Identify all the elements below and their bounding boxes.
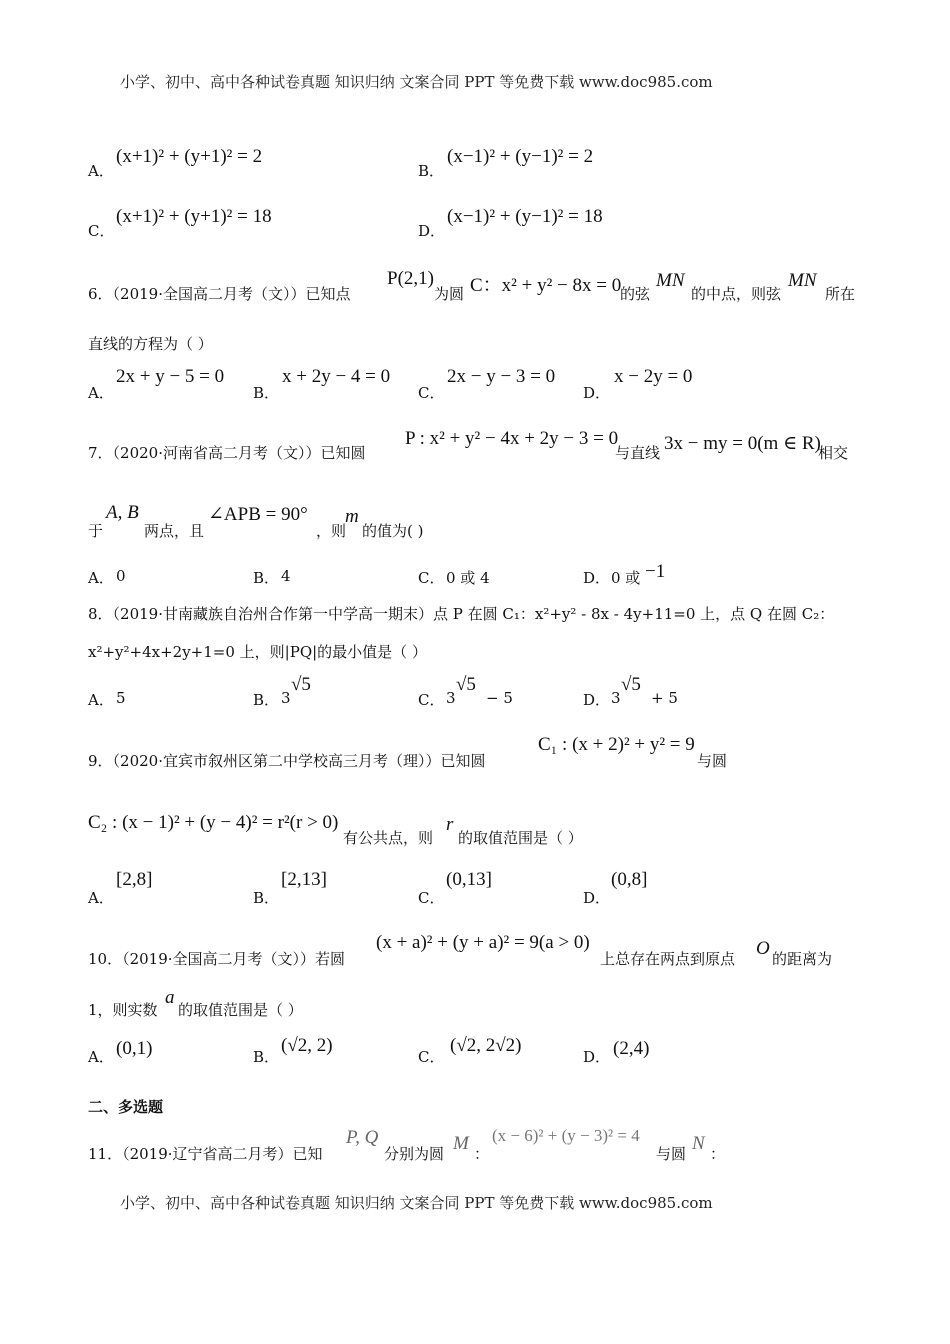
q7-option-d-value: −1	[645, 561, 666, 582]
q9-option-a-label: A．	[88, 889, 114, 907]
q6-point: P(2,1)	[387, 268, 434, 289]
q6-text-c: 的弦	[620, 285, 651, 303]
q6-option-b: x + 2y − 4 = 0	[282, 366, 391, 387]
q5-option-d-label: D．	[418, 222, 446, 240]
q8-option-a-label: A．	[88, 691, 114, 709]
q8-option-b-root: √5	[291, 674, 311, 695]
q8-option-c-label: C．	[418, 691, 445, 709]
q9-option-a: [2,8]	[116, 869, 153, 890]
q10-option-a: (0,1)	[116, 1038, 153, 1059]
q6-chord: MN	[656, 270, 685, 291]
q11-text-c: ：	[474, 1145, 490, 1163]
q6-text-b: 为圆	[434, 285, 465, 303]
q6-option-c-label: C．	[418, 384, 445, 402]
q10-circle: (x + a)² + (y + a)² = 9(a > 0)	[376, 932, 590, 953]
q6-option-a-label: A．	[88, 384, 114, 402]
q10-origin: O	[756, 938, 770, 959]
q5-option-b-label: B．	[418, 162, 445, 180]
q10-var-a: a	[165, 987, 175, 1008]
q9-text-c: 有公共点，则	[343, 829, 434, 847]
q11-text-d: 与圆	[656, 1145, 687, 1163]
q9-var-r: r	[446, 814, 454, 835]
q7-line: 3x − my = 0(m ∈ R)	[664, 433, 821, 454]
q11-text-b: 分别为圆	[384, 1145, 445, 1163]
q10-option-b-label: B．	[253, 1048, 280, 1066]
q10-text-a: 10．（2019·全国高二月考（文））若圆	[88, 950, 346, 968]
q11-text-e: ：	[710, 1145, 726, 1163]
q8-option-a: 5	[116, 689, 126, 707]
q7-text-d: 于	[88, 522, 104, 540]
q5-option-a: (x+1)² + (y+1)² = 2	[116, 146, 263, 167]
q10-text-c: 的距离为	[772, 950, 833, 968]
q7-circle: P : x² + y² − 4x + 2y − 3 = 0	[405, 428, 619, 449]
q7-option-a-label: A．	[88, 569, 114, 587]
q6-option-c: 2x − y − 3 = 0	[447, 366, 556, 387]
q5-option-d: (x−1)² + (y−1)² = 18	[447, 206, 603, 227]
q8-option-d-coef: 3	[611, 689, 621, 707]
q7-option-c-label: C．	[418, 569, 445, 587]
q7-option-b-label: B．	[253, 569, 280, 587]
q7-text-f: ，则	[316, 522, 347, 540]
q9-text-b: 与圆	[697, 752, 728, 770]
q7-option-b: 4	[281, 567, 291, 585]
q11-text-a: 11．（2019·辽宁省高二月考）已知	[88, 1145, 323, 1163]
q10-text-b: 上总存在两点到原点	[600, 950, 736, 968]
q8-line-2: x²+y²+4x+2y+1=0 上，则|PQ|的最小值是（ ）	[88, 643, 427, 661]
q7-option-d-label: D．	[583, 569, 611, 587]
q6-text-line2: 直线的方程为（ ）	[88, 335, 213, 353]
q7-text-b: 与直线	[615, 444, 661, 462]
q8-option-b-coef: 3	[281, 689, 291, 707]
q8-line-1: 8．（2019·甘南藏族自治州合作第一中学高一期末）点 P 在圆 C₁：x²+y² - 8x - 4y+11=0 上，点 Q 在圆 C₂：	[88, 605, 835, 623]
q6-option-b-label: B．	[253, 384, 280, 402]
q11-points: P, Q	[346, 1127, 379, 1148]
q6-text-a: 6．（2019·全国高二月考（文））已知点	[88, 285, 351, 303]
q8-option-c-rest: − 5	[486, 689, 513, 707]
q7-text-e: 两点，且	[144, 522, 205, 540]
q5-option-a-label: A．	[88, 162, 114, 180]
q7-angle: ∠APB = 90°	[208, 504, 308, 525]
q8-option-d-rest: + 5	[651, 689, 678, 707]
q9-text-d: 的取值范围是（ ）	[458, 829, 583, 847]
q10-option-d-label: D．	[583, 1048, 611, 1066]
q6-option-d-label: D．	[583, 384, 611, 402]
q5-option-c-label: C．	[88, 222, 115, 240]
q8-option-c-root: √5	[456, 674, 476, 695]
q9-option-d: (0,8]	[611, 869, 648, 890]
q10-option-c-label: C．	[418, 1048, 445, 1066]
section-title-multiple-choice: 二、多选题	[88, 1098, 164, 1116]
page-header: 小学、初中、高中各种试卷真题 知识归纳 文案合同 PPT 等免费下载 www.doc985.com	[120, 73, 713, 91]
q8-option-c-coef: 3	[446, 689, 456, 707]
q10-option-c: (√2, 2√2)	[450, 1035, 522, 1056]
q9-option-c: (0,13]	[446, 869, 492, 890]
q7-text-g: 的值为( )	[362, 522, 424, 540]
q7-points: A, B	[106, 502, 139, 523]
q7-option-a: 0	[116, 567, 126, 585]
q8-option-b-label: B．	[253, 691, 280, 709]
q9-option-b-label: B．	[253, 889, 280, 907]
q6-option-a: 2x + y − 5 = 0	[116, 366, 225, 387]
q7-text-c: 相交	[818, 444, 849, 462]
q10-text-e: 的取值范围是（ ）	[178, 1001, 303, 1019]
q6-text-e: 所在	[825, 285, 856, 303]
q9-option-b: [2,13]	[281, 869, 327, 890]
q10-option-d: (2,4)	[613, 1038, 650, 1059]
q6-option-d: x − 2y = 0	[614, 366, 693, 387]
q6-chord-2: MN	[788, 270, 817, 291]
q5-option-c: (x+1)² + (y+1)² = 18	[116, 206, 272, 227]
q8-option-d-label: D．	[583, 691, 611, 709]
q10-option-b: (√2, 2)	[281, 1035, 333, 1056]
q7-var-m: m	[345, 506, 359, 527]
q6-circle: C：x² + y² − 8x = 0	[470, 275, 622, 296]
q5-option-b: (x−1)² + (y−1)² = 2	[447, 146, 594, 167]
q11-circle-n: N	[692, 1133, 705, 1154]
q10-option-a-label: A．	[88, 1048, 114, 1066]
q7-option-c: 0 或 4	[446, 569, 490, 587]
q7-text-a: 7．（2020·河南省高二月考（文））已知圆	[88, 444, 366, 462]
q7-option-d: 0 或	[611, 569, 641, 587]
q9-c2: C₂ : (x − 1)² + (y − 4)² = r²(r > 0)	[88, 812, 339, 833]
page-footer: 小学、初中、高中各种试卷真题 知识归纳 文案合同 PPT 等免费下载 www.doc985.com	[120, 1194, 713, 1212]
q8-option-d-root: √5	[621, 674, 641, 695]
q11-circle-eq: (x − 6)² + (y − 3)² = 4	[492, 1126, 640, 1145]
q9-text-a: 9．（2020·宜宾市叙州区第二中学校高三月考（理））已知圆	[88, 752, 486, 770]
q11-circle-m: M	[453, 1133, 469, 1154]
q10-text-d: 1，则实数	[88, 1001, 158, 1019]
q9-option-c-label: C．	[418, 889, 445, 907]
q9-c1: C₁ : (x + 2)² + y² = 9	[538, 734, 695, 755]
q9-option-d-label: D．	[583, 889, 611, 907]
q6-text-d: 的中点，则弦	[691, 285, 782, 303]
